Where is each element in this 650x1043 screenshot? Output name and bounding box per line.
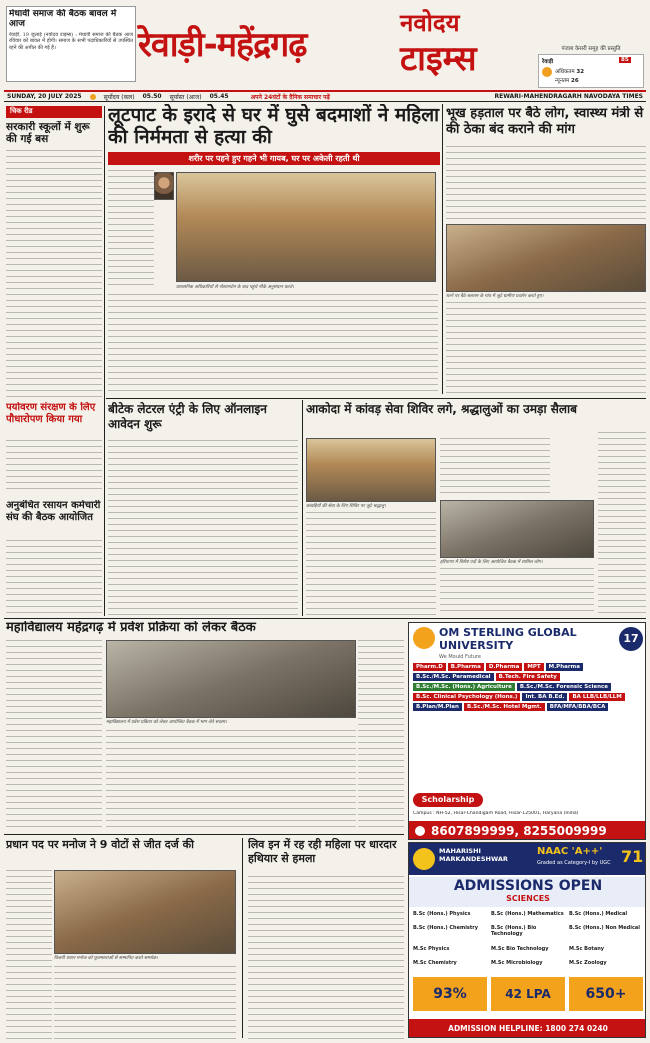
kanwar-body-right — [440, 438, 550, 498]
right-edge-body — [598, 432, 646, 616]
maharishi-course: M.Sc Zoology — [569, 959, 607, 966]
lead-body-col2 — [108, 294, 438, 394]
weather-city: रेवाड़ी — [542, 59, 554, 65]
college-headline: महाविद्यालय महेंद्रगढ़ में प्रवेश प्रक्रिया को लेकर बैठक — [6, 621, 256, 635]
sunrise-label: सूर्योदय (कल) — [103, 93, 135, 101]
maharishi-course: M.Sc Bio Technology — [491, 945, 549, 952]
sunset-time: 05.45 — [209, 93, 229, 100]
right-lead-caption: धरने पर बैठे बलराम के गांव में जुटे ग्रामीण प्रदर्शन करते हुए। — [446, 294, 544, 299]
lead-subhead: शरीर पर पहने हुए गहने भी गायब, घर पर अकेली रहती थी — [108, 152, 440, 165]
section-tag: चिक रीड — [6, 106, 102, 118]
brief-headline: मेधावी समाज की बैठक बावल में आज — [9, 9, 117, 30]
stat-2: 42 LPA — [505, 987, 551, 1001]
osgu-course: D.Pharma — [486, 663, 522, 671]
osgu-course: B.Sc./M.Sc. Hotel Mgmt. — [464, 703, 545, 711]
maharishi-naac: NAAC 'A++' — [537, 846, 603, 857]
osgu-tagline: We Mould Future — [439, 654, 481, 660]
livein-headline: लिव इन में रह रही महिला पर धारदार हथियार से हमला — [248, 838, 397, 865]
maharishi-logo-icon — [413, 848, 435, 870]
title-revari-mahendragarh: रेवाड़ी-महेंद्रगढ़ — [138, 25, 307, 65]
osgu-scholarship: Scholarship — [413, 793, 483, 807]
online-body — [108, 440, 298, 616]
online-headline: बीटेक लेटरल एंट्री के लिए ऑनलाइन आवेदन शुरू — [108, 402, 267, 431]
maharishi-courses — [413, 911, 643, 973]
phone-icon — [415, 826, 425, 836]
side-body — [440, 568, 594, 616]
osgu-course: MPT — [524, 663, 543, 671]
stat-1: 93% — [433, 986, 467, 1002]
story3-headline: अनुबंधित रसायन कर्मचारी संघ की बैठक आयोजित — [6, 500, 101, 523]
right-lead-body1 — [446, 146, 646, 222]
osgu-course: M.Pharma — [546, 663, 583, 671]
maharishi-course: B.Sc (Hons.) Mathematics — [491, 911, 564, 917]
date: SUNDAY, 20 JULY 2025 — [7, 93, 82, 100]
maharishi-course: M.Sc Physics — [413, 945, 450, 952]
osgu-course: Pharm.D — [413, 663, 446, 671]
right-lead-photo — [446, 224, 646, 292]
osgu-name: OM STERLING GLOBAL UNIVERSITY — [439, 627, 577, 652]
maharishi-course: B.Sc (Hons.) Bio Technology — [491, 925, 537, 938]
right-lead-headline: भूख हड़ताल पर बैठे लोग, स्वास्थ्य मंत्री से की ठेका बंद कराने की मांग — [446, 106, 644, 137]
osgu-course: B.Sc./M.Sc. (Hons.) Agriculture — [413, 683, 515, 691]
weather-max: 32 — [576, 69, 585, 75]
stat-box — [491, 977, 565, 1011]
weather-max-label: अधिकतम — [555, 69, 575, 75]
title-times: टाइम्स — [400, 39, 477, 79]
dateline — [4, 90, 646, 102]
masthead-title — [138, 9, 528, 82]
lead-body-col1 — [108, 170, 154, 290]
lead-photo — [176, 172, 436, 282]
osgu-course: B.Sc./M.Sc. Paramedical — [413, 673, 494, 681]
osgu-course: B.Plan/M.Plan — [413, 703, 462, 711]
story1-headline: सरकारी स्कूलों में शुरू की गई बस — [6, 121, 90, 146]
lead-photo-caption: प्रशासनिक अधिकारियों से पोस्टमार्टम के बाद पहुंचे मौके अनुसंधान करते। — [176, 285, 294, 290]
maharishi-ad[interactable] — [408, 842, 646, 1038]
maharishi-helpline: ADMISSION HELPLINE: 1800 274 0240 — [409, 1019, 646, 1038]
college-body-mid — [106, 730, 356, 830]
right-lead-body2 — [446, 302, 646, 394]
maharishi-course: M.Sc Chemistry — [413, 959, 457, 966]
osgu-course: B.Pharma — [448, 663, 484, 671]
livein-body — [248, 876, 404, 1040]
tagline: अपने 24घंटों के दैनिक समाचार पढ़ें — [250, 93, 330, 101]
weather-sun-icon — [542, 67, 552, 77]
story2-headline: पर्यावरण संरक्षण के लिए पौधारोपण किया गया — [6, 402, 96, 425]
sunset-label: सूर्यास्त (आज) — [169, 93, 202, 101]
sunrise-time: 05.50 — [142, 93, 162, 100]
osgu-course: BFA/MFA/BBA/BCA — [547, 703, 609, 711]
victim-photo — [154, 172, 174, 200]
maharishi-course: B.Sc (Hons.) Physics — [413, 911, 471, 917]
pradhan-headline: प्रधान पद पर मनोज ने 9 वोटों से जीत दर्ज की — [6, 838, 194, 851]
edition-tag: पंजाब केसरी समूह की प्रस्तुति — [561, 46, 621, 52]
osgu-course: B.Tech. Fire Safety — [496, 673, 560, 681]
maharishi-course: B.Sc (Hons.) Medical — [569, 911, 628, 917]
maharishi-course: B.Sc (Hons.) Non Medical — [569, 925, 641, 932]
weather-min: 26 — [571, 78, 579, 84]
maharishi-header — [409, 843, 646, 875]
osgu-course: BA LLB/LLB/LLM — [569, 693, 624, 701]
osgu-course: Int. BA B.Ed. — [522, 693, 567, 701]
title-navodaya: नवोदय — [400, 9, 460, 37]
college-body-left — [6, 640, 102, 830]
stat-box — [413, 977, 487, 1011]
osgu-address: Campus : NH-52, Hisar-Chandigarh Road, Hisar-125001, Haryana (India) — [413, 811, 579, 816]
weather-code: 85 — [621, 57, 629, 63]
sunrise-icon — [90, 94, 96, 100]
admissions-sub: SCIENCES — [506, 894, 550, 903]
kanwar-photo — [306, 438, 436, 502]
stat-3: 650+ — [585, 986, 627, 1002]
college-body-right — [358, 640, 404, 830]
osgu-course: B.Sc./M.Sc. Forensic Science — [517, 683, 611, 691]
maharishi-course: B.Sc (Hons.) Chemistry — [413, 925, 479, 932]
maharishi-course: M.Sc Microbiology — [491, 959, 543, 966]
side-photo-caption: हरियाणा में विशेष पदों के लिए आयोजित बैठक में शामिल लोग। — [440, 560, 543, 565]
weather-box — [538, 54, 644, 88]
osgu-badge: 17 — [619, 627, 643, 651]
osgu-phone: 8607899999, 8255009999 — [431, 824, 607, 838]
story3-body — [6, 540, 102, 616]
pradhan-photo — [54, 870, 236, 954]
maharishi-course: M.Sc Botany — [569, 945, 605, 952]
maharishi-category: Graded as Category-I by UGC — [537, 860, 611, 866]
pradhan-caption: विजयी प्रधान मनोज को फूलमालाओं से सम्मानित करते समर्थक। — [54, 956, 158, 961]
kanwar-headline: आकोदा में कांवड़ सेवा शिविर लगे, श्रद्धालुओं का उमड़ा सैलाब — [306, 402, 577, 416]
lead-headline: लूटपाट के इरादे से घर में घुसे बदमाशों ने महिला की निर्ममता से हत्या की — [108, 104, 440, 148]
maharishi-admissions — [409, 877, 646, 907]
osgu-logo-icon — [413, 627, 435, 649]
college-photo — [106, 640, 356, 718]
osgu-course-grid — [413, 663, 643, 791]
kanwar-body — [306, 512, 436, 616]
side-photo — [440, 500, 594, 558]
osgu-ad[interactable] — [408, 622, 646, 840]
edition-name: REWARI-MAHENDRAGARH NAVODAYA TIMES — [494, 93, 643, 100]
pradhan-body-mid — [54, 966, 236, 1040]
story2-body — [6, 440, 102, 494]
kanwar-caption: कांवड़ियों की सेवा के लिए शिविर पर जुटे श्रद्धालु। — [306, 504, 386, 509]
stat-box — [569, 977, 643, 1011]
admissions-open: ADMISSIONS OPEN — [453, 878, 603, 894]
college-caption: महाविद्यालय में प्रवेश प्रक्रिया को लेकर आयोजित बैठक में भाग लेते सदस्य। — [106, 720, 227, 725]
maharishi-rank: 71 — [621, 847, 644, 866]
osgu-phone-bar — [409, 821, 646, 840]
maharishi-stats — [413, 977, 643, 1011]
brief-text: रेवाड़ी, 19 जुलाई (नवोदय टाइम्स) : मेधावी समाज की बैठक आज रविवार को बावल में होगी। समाज के सभी पदाधिकारियों से उपस्थित रहने की अपील की गई है। — [9, 31, 133, 51]
story1-body — [6, 150, 102, 398]
weather-min-label: न्यूनतम — [555, 78, 570, 84]
brief-box — [6, 6, 136, 82]
osgu-course: B.Sc. Clinical Psychology (Hons.) — [413, 693, 520, 701]
pradhan-body-left — [6, 870, 52, 1040]
maharishi-name: MAHARISHI MARKANDESHWAR — [439, 847, 508, 863]
